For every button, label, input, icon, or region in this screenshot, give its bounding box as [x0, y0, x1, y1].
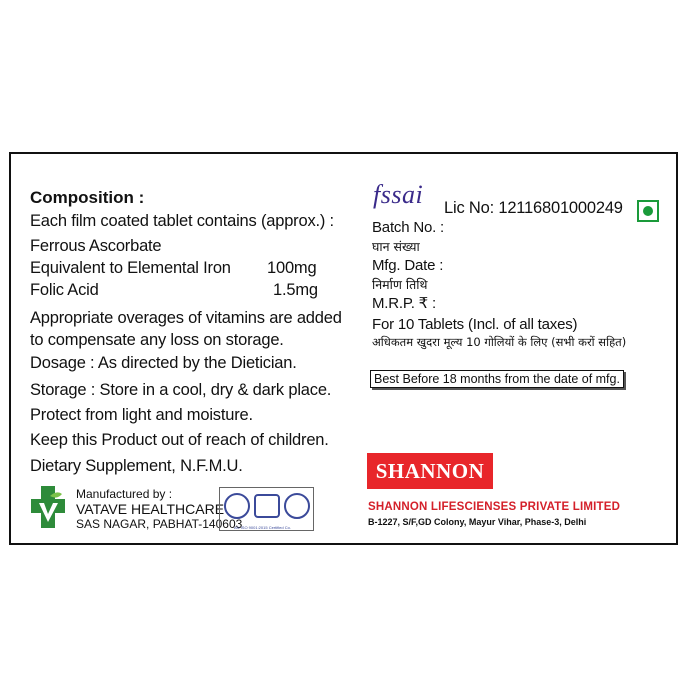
haccp-badge-icon — [284, 493, 310, 519]
storage-text: Storage : Store in a cool, dry & dark place. — [30, 381, 332, 399]
mfg-date-label: Mfg. Date : — [372, 257, 444, 274]
ingredient-ferrous: Ferrous Ascorbate — [30, 237, 162, 255]
mrp-label: M.R.P. ₹ : — [372, 295, 436, 312]
dietary-supplement-text: Dietary Supplement, N.F.M.U. — [30, 457, 243, 475]
veg-mark-icon — [637, 200, 659, 222]
certification-badges — [219, 487, 314, 531]
batch-label: Batch No. : — [372, 219, 445, 236]
overages-line-1: Appropriate overages of vitamins are added — [30, 309, 342, 327]
equivalent-value: 100mg — [267, 259, 317, 277]
overages-line-2: to compensate any loss on storage. — [30, 331, 284, 349]
manufacturer-address: SAS NAGAR, PABHAT-140603 — [76, 517, 243, 531]
license-number: Lic No: 12116801000249 — [444, 199, 623, 217]
best-before-box: Best Before 18 months from the date of mfg. — [370, 370, 624, 388]
folic-acid-value: 1.5mg — [273, 281, 318, 299]
manufacturer-name: VATAVE HEALTHCARE — [76, 501, 225, 517]
cert-caption: AN ISO 9001:2015 Certified Co. — [234, 525, 291, 530]
composition-line: Each film coated tablet contains (approx.) : — [30, 212, 334, 230]
iso-badge-icon — [254, 494, 280, 518]
folic-acid-label: Folic Acid — [30, 281, 99, 299]
label-panel — [9, 152, 678, 545]
shannon-logo: SHANNON — [367, 453, 493, 489]
mrp-hindi-text: अधिकतम खुदरा मूल्य 10 गोलियों के लिए (सभी करों सहित) — [372, 335, 627, 349]
for-tablets-text: For 10 Tablets (Incl. of all taxes) — [372, 316, 578, 333]
marketer-company: SHANNON LIFESCIENSES PRIVATE LIMITED — [368, 501, 621, 513]
composition-title: Composition : — [30, 188, 145, 207]
mfg-date-label-hindi: निर्माण तिथि — [372, 277, 428, 292]
manufactured-by-label: Manufactured by : — [76, 487, 173, 501]
fssai-logo: fssai — [373, 180, 424, 209]
batch-label-hindi: घान संख्या — [372, 239, 420, 254]
vatave-logo-icon — [31, 486, 67, 528]
gmp-badge-icon — [224, 493, 250, 519]
dosage-text: Dosage : As directed by the Dietician. — [30, 354, 297, 372]
marketer-address: B-1227, S/F,GD Colony, Mayur Vihar, Phase-3, Delhi — [368, 517, 587, 527]
protect-text: Protect from light and moisture. — [30, 406, 253, 424]
keep-away-text: Keep this Product out of reach of children. — [30, 431, 329, 449]
equivalent-label: Equivalent to Elemental Iron — [30, 259, 231, 277]
